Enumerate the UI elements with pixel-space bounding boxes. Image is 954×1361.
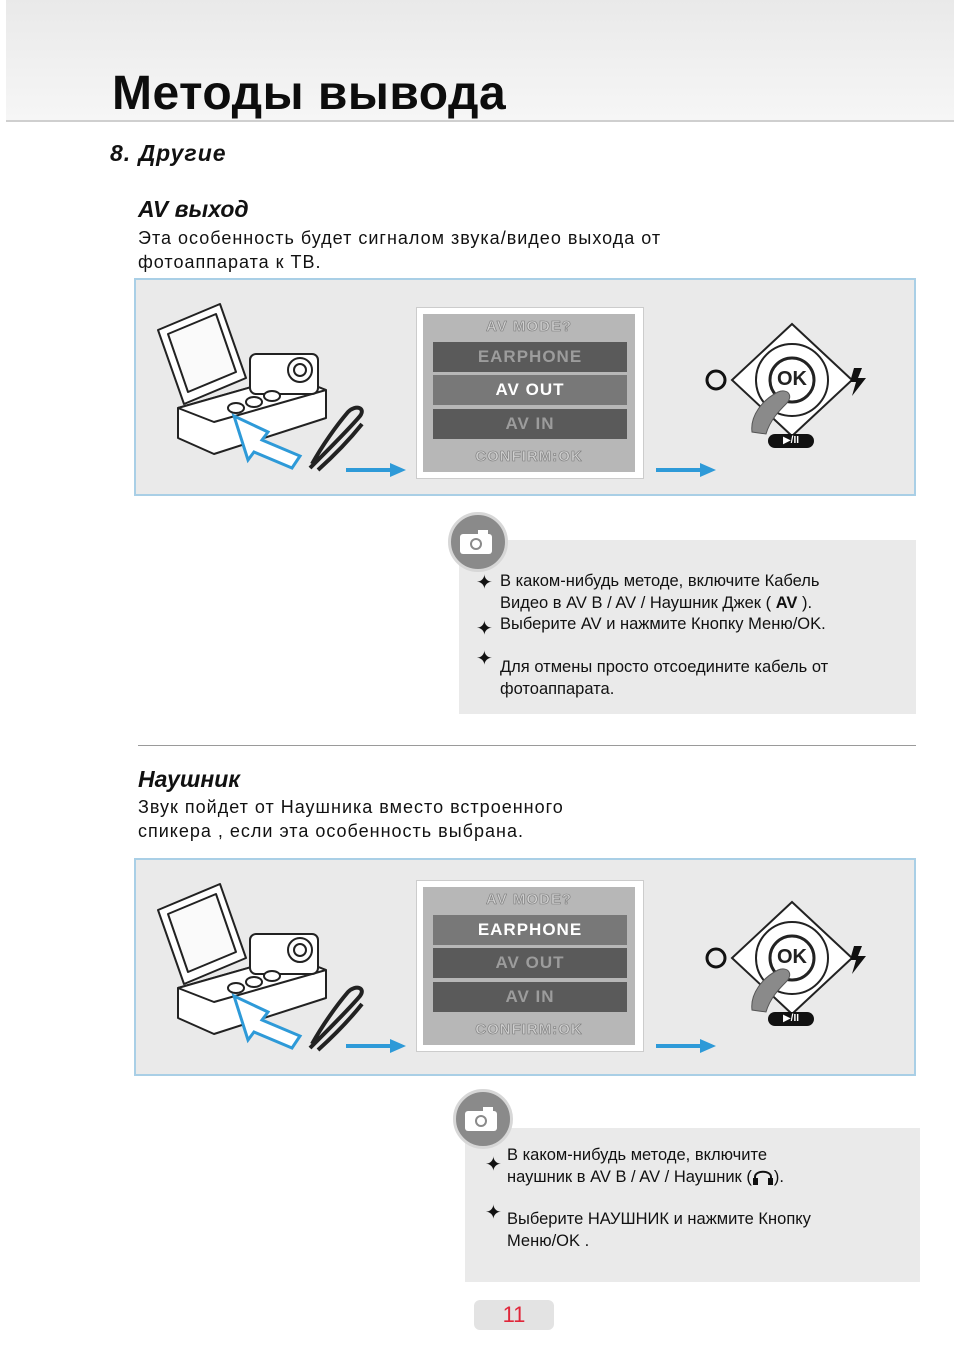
menu-footer: CONFIRM:OK: [475, 448, 583, 465]
menu-title: AV MODE?: [485, 891, 573, 908]
av-jack-label: AV: [775, 594, 798, 612]
flow-arrow-1: [346, 463, 406, 477]
note-text: ).: [773, 1168, 784, 1186]
self-timer-icon: [707, 949, 725, 967]
menu-item-av-out[interactable]: AV OUT: [433, 375, 627, 405]
earphone-note-2-line1: Выберите НАУШНИК и нажмите Кнопку: [507, 1210, 811, 1228]
earphone-illustration-panel: [134, 858, 916, 1076]
note-text: наушник в AV B / AV / Наушник (: [507, 1168, 752, 1186]
play-pause-label: ▶/II: [782, 435, 800, 446]
page-number: 11: [474, 1300, 554, 1330]
star-bullet-icon: ✦: [476, 648, 493, 670]
flash-icon: [850, 368, 866, 396]
camera-note-icon: [448, 512, 508, 572]
star-bullet-icon: ✦: [485, 1202, 502, 1224]
av-out-description: [138, 226, 778, 274]
flash-icon: [850, 946, 866, 974]
av-out-title: AV выход: [138, 196, 249, 222]
star-bullet-icon: ✦: [476, 572, 493, 594]
dpad-illustration: [702, 898, 882, 1048]
menu-item-earphone[interactable]: EARPHONE: [433, 915, 627, 945]
dpad-ok-label[interactable]: OK: [777, 946, 807, 968]
earphone-note-box: [465, 1128, 920, 1282]
earphone-note-2-line2: Меню/OK .: [507, 1232, 590, 1250]
av-mode-menu: [416, 307, 644, 479]
menu-item-av-in[interactable]: AV IN: [433, 409, 627, 439]
earphone-desc-line1: Звук пойдет от Наушника вместо встроенного: [138, 797, 564, 817]
dpad-ok-label[interactable]: OK: [777, 368, 807, 390]
headphone-icon: [752, 1166, 774, 1186]
av-mode-menu: [416, 880, 644, 1052]
star-bullet-icon: ✦: [485, 1154, 502, 1176]
flow-arrow-1: [346, 1039, 406, 1053]
camera-av-cable-illustration: [150, 298, 360, 478]
av-out-desc-line1: Эта особенность будет сигналом звука/видео выхода от: [138, 228, 662, 248]
camera-earphone-illustration: [150, 878, 360, 1058]
note-text: ).: [797, 594, 813, 612]
earphone-note-1-line2: [507, 1166, 784, 1188]
av-out-note-1-line2: [500, 592, 812, 614]
star-bullet-icon: ✦: [476, 618, 493, 640]
dpad-illustration: [702, 320, 882, 470]
menu-footer: CONFIRM:OK: [475, 1021, 583, 1038]
page-title: Методы вывода: [112, 67, 507, 120]
earphone-desc-line2: спикера , если эта особенность выбрана.: [138, 821, 524, 841]
menu-title: AV MODE?: [485, 318, 573, 335]
camera-note-icon: [453, 1089, 513, 1149]
section-divider: [138, 745, 916, 746]
av-out-desc-line2: фотоаппарата к ТВ.: [138, 252, 322, 272]
menu-item-av-out[interactable]: AV OUT: [433, 948, 627, 978]
av-out-illustration-panel: [134, 278, 916, 496]
av-out-note-3-line2: фотоаппарата.: [500, 680, 615, 698]
av-out-note-3-line1: Для отмены просто отсоедините кабель от: [500, 658, 829, 676]
menu-item-earphone[interactable]: EARPHONE: [433, 342, 627, 372]
earphone-description: [138, 795, 778, 843]
self-timer-icon: [707, 371, 725, 389]
earphone-title: Наушник: [138, 766, 240, 792]
av-out-note-box: [459, 540, 916, 714]
av-out-note-2: Выберите AV и нажмите Кнопку Меню/OK.: [500, 615, 826, 633]
av-out-note-1-line1: В каком-нибудь методе, включите Кабель: [500, 572, 820, 590]
menu-item-av-in[interactable]: AV IN: [433, 982, 627, 1012]
note-text: Видео в AV B / AV / Наушник Джек (: [500, 594, 776, 612]
play-pause-label: ▶/II: [782, 1013, 800, 1024]
earphone-note-1-line1: В каком-нибудь методе, включите: [507, 1146, 767, 1164]
section-title: 8. Другие: [110, 140, 227, 166]
